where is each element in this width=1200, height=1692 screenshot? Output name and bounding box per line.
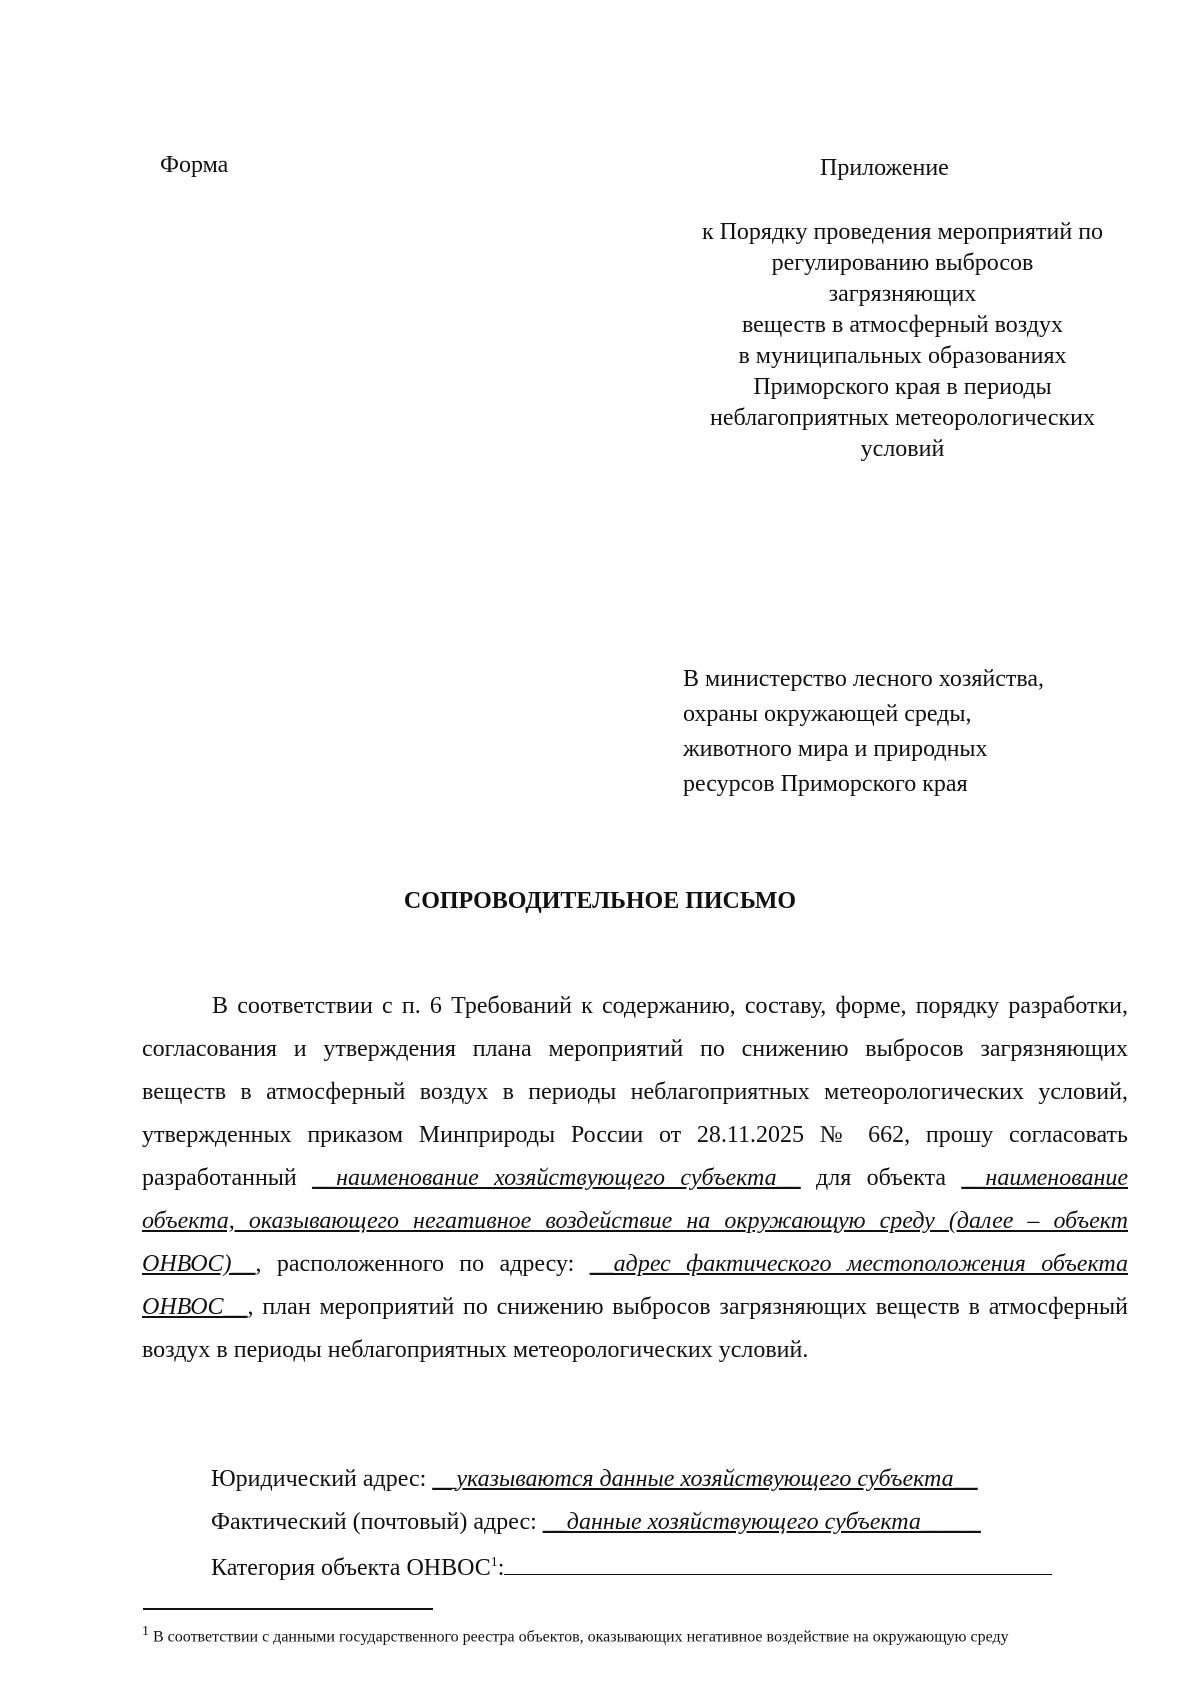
object-name-fill: __наименование объекта, оказывающего негативное воздействие на окружающую среду (далее – объект ОНВОС)__ — [142, 1165, 1129, 1277]
addressee-line: охраны окружающей среды, — [683, 701, 972, 727]
appendix-title: Приложение — [820, 155, 949, 181]
legal-address-label: Юридический адрес: — [211, 1466, 427, 1492]
addressee-line: В министерство лесного хозяйства, — [683, 666, 1045, 692]
appendix-line: условий — [860, 436, 945, 462]
postal-address-value: __данные хозяйствующего субъекта_____ — [542, 1509, 981, 1535]
postal-address-field — [211, 1509, 981, 1536]
body-text-address: , расположенного по адресу: — [255, 1251, 575, 1277]
footnote — [142, 1620, 1128, 1649]
letter-body — [142, 985, 1128, 1372]
object-address-fill: __адрес фактического местоположения объекта ОНВОС__ — [142, 1251, 1128, 1320]
appendix-line: Приморского края в периоды — [753, 374, 1052, 400]
object-category-label: Категория объекта ОНВОС — [211, 1555, 491, 1581]
appendix-line: регулированию выбросов — [771, 250, 1034, 276]
footnote-divider — [143, 1608, 433, 1610]
appendix-line: к Порядку проведения мероприятий по — [701, 219, 1104, 245]
legal-address-value: __указываются данные хозяйствующего субъекта__ — [432, 1466, 978, 1492]
appendix-line: загрязняющих — [828, 281, 977, 307]
addressee-line: животного мира и природных — [683, 736, 988, 762]
document-title: СОПРОВОДИТЕЛЬНОЕ ПИСЬМО — [403, 888, 797, 914]
form-label: Форма — [160, 152, 229, 178]
appendix-line: неблагоприятных метеорологических — [710, 405, 1095, 431]
legal-address-field — [211, 1466, 978, 1493]
body-text-closing: , план мероприятий по снижению выбросов загрязняющих веществ в атмосферный воздух в периоды неблагоприятных метеорологических условий. — [142, 1294, 1128, 1363]
body-text-intro: В соответствии с п. 6 Требований к содержанию, составу, форме, порядку разработки, согласования и утверждения плана мероприятий по снижению выбросов загрязняющих веществ в атмосферный воздух в периоды неблагоприятных метеорологических условий, утвержденных приказом Минприроды России от 28.11.2025 № 662, прошу согласовать разработанный — [142, 993, 1128, 1191]
body-text-object: для объекта — [816, 1165, 947, 1191]
footnote-mark: 1 — [142, 1624, 149, 1639]
postal-address-label: Фактический (почтовый) адрес: — [211, 1509, 537, 1535]
object-category-field — [211, 1552, 1052, 1582]
object-category-colon: : — [497, 1555, 505, 1581]
object-category-blank — [504, 1552, 1052, 1575]
body-paragraph — [142, 985, 1128, 1372]
footnote-text: В соответствии с данными государственного реестра объектов, оказывающих негативное воздействие на окружающую среду — [153, 1628, 1009, 1646]
addressee-block — [683, 662, 1044, 802]
addressee-line: ресурсов Приморского края — [683, 771, 968, 797]
subject-name-fill: __наименование хозяйствующего субъекта__ — [312, 1165, 801, 1191]
appendix-line: в муниципальных образованиях — [738, 343, 1067, 369]
footnote-ref: 1 — [490, 1555, 498, 1570]
appendix-reference — [640, 217, 1165, 465]
appendix-line: веществ в атмосферный воздух — [741, 312, 1064, 338]
